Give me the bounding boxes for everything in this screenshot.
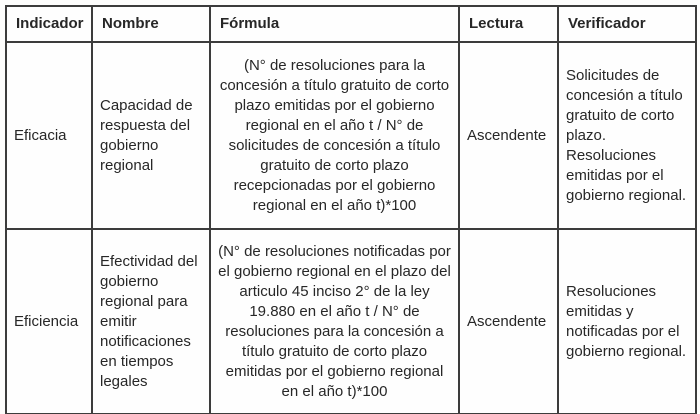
cell-nombre: Efectividad del gobierno regional para emitir notificaciones en tiempos legales <box>92 229 210 414</box>
column-header-lectura: Lectura <box>459 6 558 42</box>
table-header-row <box>6 6 696 42</box>
cell-nombre: Capacidad de respuesta del gobierno regional <box>92 42 210 229</box>
cell-formula: (N° de resoluciones notificadas por el gobierno regional en el plazo del articulo 45 inciso 2° de la ley 19.880 en el año t / N° de resoluciones para la concesión a título gratuito de corto plazo emitidas por el gobierno regional en el año t)*100 <box>210 229 459 414</box>
cell-verificador: Solicitudes de concesión a título gratuito de corto plazo. Resoluciones emitidas por el gobierno regional. <box>558 42 696 229</box>
column-header-indicador: Indicador <box>6 6 92 42</box>
column-header-formula: Fórmula <box>210 6 459 42</box>
cell-indicador: Eficiencia <box>6 229 92 414</box>
table-row-eficiencia <box>6 229 696 414</box>
column-header-nombre: Nombre <box>92 6 210 42</box>
table-row-eficacia <box>6 42 696 229</box>
cell-lectura: Ascendente <box>459 229 558 414</box>
cell-indicador: Eficacia <box>6 42 92 229</box>
cell-verificador: Resoluciones emitidas y notificadas por el gobierno regional. <box>558 229 696 414</box>
cell-lectura: Ascendente <box>459 42 558 229</box>
indicator-table <box>5 5 697 414</box>
column-header-verificador: Verificador <box>558 6 696 42</box>
cell-formula: (N° de resoluciones para la concesión a título gratuito de corto plazo emitidas por el gobierno regional en el año t / N° de solicitudes de concesión a título gratuito de corto plazo recepcionadas por el gobierno regional en el año t)*100 <box>210 42 459 229</box>
